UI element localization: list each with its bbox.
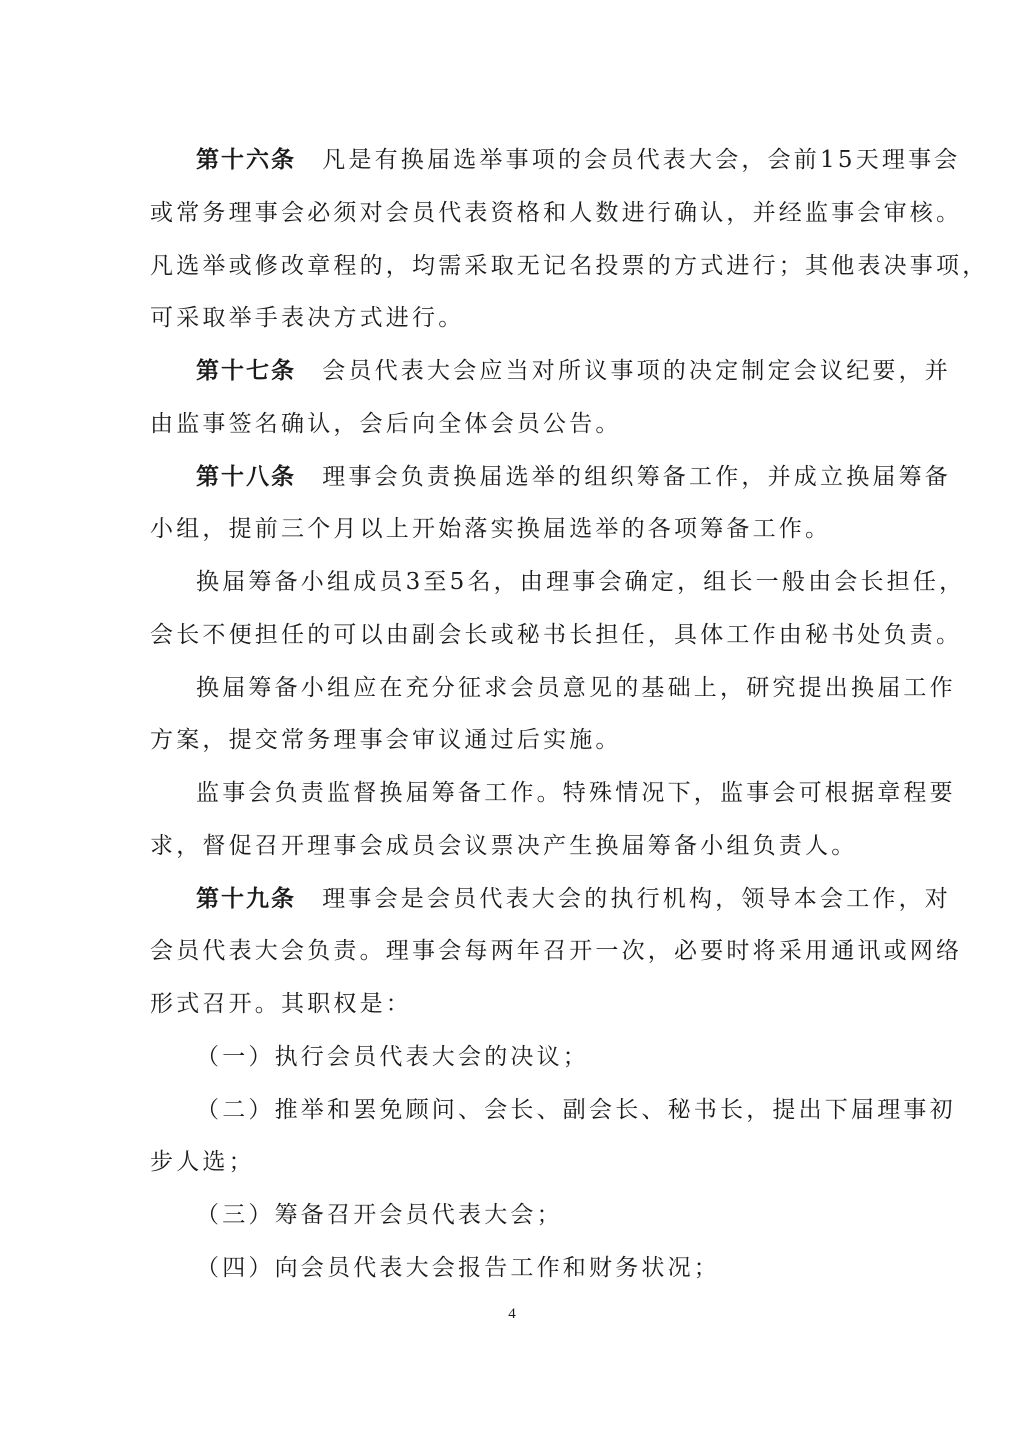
article-16-line-4 (150, 298, 898, 338)
list-item (196, 1037, 944, 1077)
article-19-line-2 (150, 931, 963, 971)
article-19-line-3 (150, 984, 898, 1024)
line-text: 或常务理事会必须对会员代表资格和人数进行确认，并经监事会审核。 (150, 200, 963, 226)
line-text: （一）执行会员代表大会的决议； (196, 1044, 589, 1070)
article-18-label: 第十八条 (196, 463, 296, 490)
article-18-line-1 (196, 457, 952, 497)
line-text: 步人选； (150, 1149, 255, 1175)
page-number: 4 (508, 1306, 516, 1322)
article-19-line-1 (196, 879, 952, 919)
line-text: 凡是有换届选举事项的会员代表大会，会前15天理事会 (322, 147, 961, 173)
line-text: 凡选举或修改章程的，均需采取无记名投票的方式进行；其他表决事项， (150, 253, 989, 279)
list-item (196, 1090, 956, 1130)
article-16-line-2 (150, 193, 963, 233)
paragraph-line (196, 773, 956, 813)
article-16-label: 第十六条 (196, 146, 296, 173)
article-17-label: 第十七条 (196, 357, 296, 384)
line-text: 理事会负责换届选举的组织筹备工作，并成立换届筹备 (322, 464, 952, 490)
line-text: 监事会负责监督换届筹备工作。特殊情况下，监事会可根据章程要 (196, 780, 956, 806)
line-text: （四）向会员代表大会报告工作和财务状况； (196, 1255, 720, 1281)
line-text: 理事会是会员代表大会的执行机构，领导本会工作，对 (322, 886, 952, 912)
list-item (196, 1248, 944, 1288)
line-text: 小组，提前三个月以上开始落实换届选举的各项筹备工作。 (150, 516, 832, 542)
line-text: 求，督促召开理事会成员会议票决产生换届筹备小组负责人。 (150, 833, 858, 859)
article-18-line-2 (150, 509, 898, 549)
line-text: 可采取举手表决方式进行。 (150, 305, 465, 331)
line-text: 换届筹备小组应在充分征求会员意见的基础上，研究提出换届工作 (196, 675, 956, 701)
article-17-line-1 (196, 351, 952, 391)
list-item (196, 1195, 944, 1235)
line-text: （二）推举和罢免顾问、会长、副会长、秘书长，提出下届理事初 (196, 1097, 956, 1123)
article-17-line-2 (150, 404, 898, 444)
line-text: （三）筹备召开会员代表大会； (196, 1202, 563, 1228)
article-16-line-1 (196, 140, 961, 180)
list-item-continuation (150, 1142, 898, 1182)
line-text: 会员代表大会负责。理事会每两年召开一次，必要时将采用通讯或网络 (150, 938, 963, 964)
line-text: 由监事签名确认，会后向全体会员公告。 (150, 411, 622, 437)
paragraph-line (150, 720, 898, 760)
line-text: 会长不便担任的可以由副会长或秘书长担任，具体工作由秘书处负责。 (150, 622, 963, 648)
paragraph-line (150, 826, 898, 866)
article-19-label: 第十九条 (196, 885, 296, 912)
line-text: 方案，提交常务理事会审议通过后实施。 (150, 727, 622, 753)
paragraph-line (196, 562, 966, 602)
line-text: 形式召开。其职权是： (150, 991, 412, 1017)
paragraph-line (150, 615, 963, 655)
line-text: 会员代表大会应当对所议事项的决定制定会议纪要，并 (322, 358, 952, 384)
article-16-line-3 (150, 246, 989, 286)
paragraph-line (196, 668, 956, 708)
line-text: 换届筹备小组成员3至5名，由理事会确定，组长一般由会长担任， (196, 569, 966, 595)
